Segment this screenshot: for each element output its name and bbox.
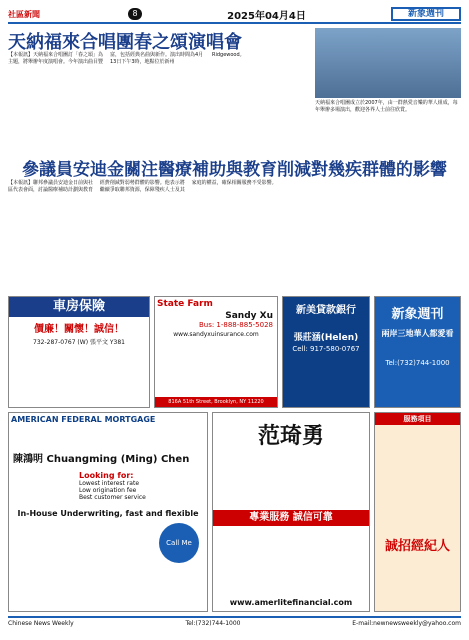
list-item: Low origination fee (79, 487, 137, 494)
ad-title: 服務項目 (375, 413, 460, 425)
article2-body: 【本報訊】聯邦參議員安迪金日前與社區代表會面，討論醫療補助計劃與教育經費削減對弱勢群體的影響。他表示將繼續爭取聯邦資源，保障殘疾人士及其家庭的權益，確保相關服務不受影響。 (8, 180, 277, 193)
masthead (8, 8, 461, 20)
list-item: Best customer service (79, 494, 146, 501)
services-ad (374, 412, 461, 612)
state-farm-logo: State Farm (157, 299, 213, 309)
underwriting-text: In-House Underwriting, fast and flexible (17, 509, 199, 518)
mortgage-logo: AMERICAN FEDERAL MORTGAGE (11, 415, 156, 424)
header-rule (8, 22, 461, 24)
article1-headline: 天納福來合唱團春之頌演唱會 (8, 32, 242, 53)
ad-title: 車房保險 (9, 297, 149, 317)
article2-headline: 參議員安迪金關注醫療補助與教育削減對幾疾群體的影響 (22, 160, 447, 180)
looking-for-label: Looking for: (79, 471, 134, 480)
ad-title: 新象週刊 (391, 307, 444, 322)
footer-phone: Tel:(732)744-1000 (185, 620, 241, 627)
call-me-badge: Call Me (159, 523, 199, 563)
choir-group-photo (315, 28, 461, 98)
issue-date: 2025年04月4日 (227, 10, 306, 22)
footer (8, 620, 461, 632)
article1-side-text: 天納福來合唱團成立於2007年，由一群熱愛音樂的華人組成，每年舉辦多場演出，歡迎各界人士前往欣賞。 (315, 100, 458, 113)
new-weekly-ad (374, 296, 461, 408)
contact-phone: Cell: 917-580-0767 (292, 345, 360, 353)
ad-phone: 732-287-0767 (W) 張平文 Y381 (33, 339, 125, 346)
footer-rule (8, 616, 461, 618)
list-item: Lowest interest rate (79, 480, 140, 487)
recruit-text: 誠招經紀人 (384, 539, 450, 554)
ad-slogan: 價廉！關懷！誠信！ (34, 324, 124, 335)
ad-subtitle: 兩岸三地華人都愛看 (381, 329, 454, 338)
page-number: 8 (128, 8, 142, 20)
car-insurance-ad (8, 296, 150, 408)
section-name: 社區新聞 (8, 9, 40, 19)
agent-address: 816A 51th Street, Brooklyn, NY 11220 (155, 397, 277, 407)
advisor-name: 范琦勇 (257, 424, 324, 449)
mortgage-ad (8, 412, 208, 612)
publication-name: 新象週刊 (391, 7, 461, 21)
bank-loan-ad (282, 296, 370, 408)
footer-publication: Chinese News Weekly (8, 620, 74, 627)
agent-website: www.sandyxuinsurance.com (173, 331, 259, 338)
article1-body: 【本報訊】天納福來合唱團訂「春之頌」為主題，將舉辦年度演唱會。今年演出曲目豐富，包括經典名曲與新作。演出時間為4月13日下午3時，地點位於新州Ridgewood。 (8, 52, 245, 65)
ad-website: www.amerlitefinancial.com (229, 598, 353, 607)
ad-slogan-band: 專業服務 誠信可靠 (213, 510, 369, 526)
ad-phone: Tel:(732)744-1000 (385, 359, 450, 367)
financial-ad (212, 412, 370, 612)
loan-officer-name: 陳鴻明 Chuangming (Ming) Chen (13, 454, 190, 465)
ad-title: 新美貸款銀行 (296, 305, 356, 316)
footer-email: E-mail:newnewsweekly@yahoo.com (352, 620, 461, 627)
agent-phone: Bus: 1-888-885-5028 (198, 321, 273, 329)
contact-name: 張莊涵(Helen) (293, 333, 359, 343)
state-farm-ad (154, 296, 278, 408)
agent-name: Sandy Xu (225, 311, 273, 321)
